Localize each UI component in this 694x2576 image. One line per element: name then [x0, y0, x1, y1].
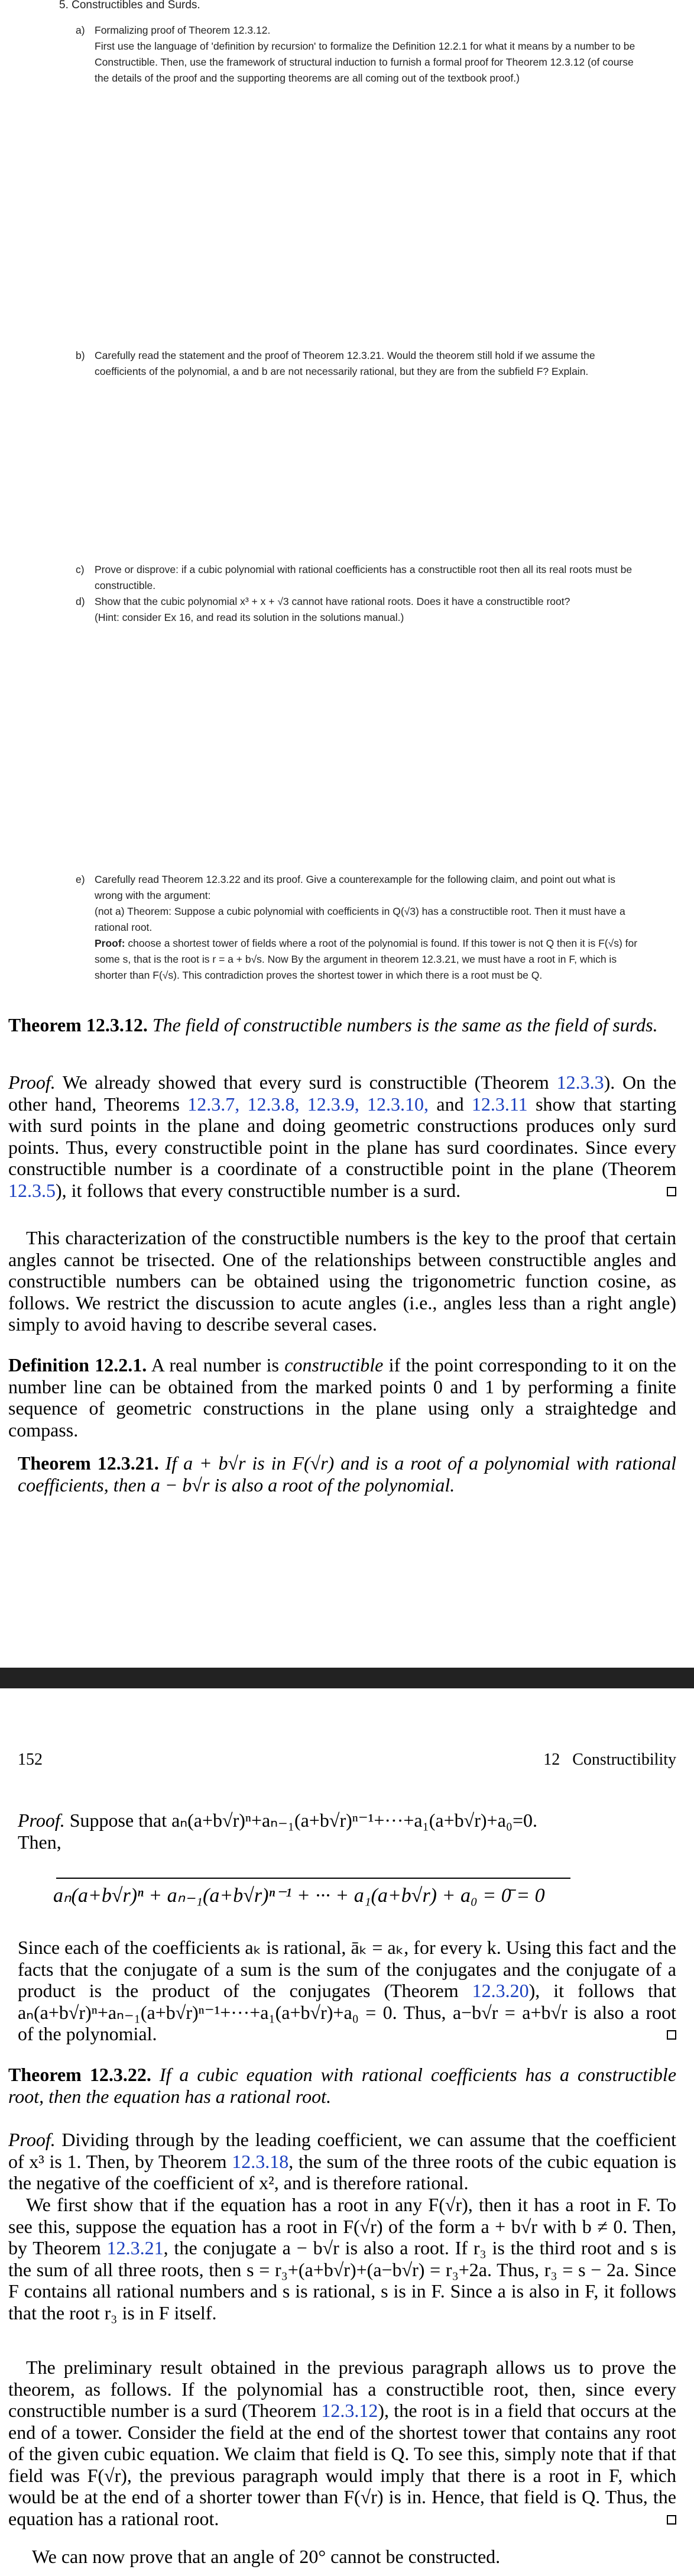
theorem-link[interactable]: 12.3.20 — [472, 1980, 529, 2001]
item-e-proof-text: choose a shortest tower of fields where a root of the polynomial is found. If this tower is not Q then it is F(√s) for some s, that is the root is r = a + b√s. Now By the argument in theorem 12.3.21, we must have a root in F, which is shorter than F(√s). This contradiction proves the shortest tower in which there is a root must be Q. — [95, 937, 638, 981]
item-a-body: First use the language of 'definition by recursion' to formalize the Definition 12.2.1 for what it means by a number to be Constructible. Then, use the framework of structural induction to furnish a formal proof for Theorem 12.3.12 (of course the details of the proof and the supporting theorems are all coming out of the textbook proof.) — [95, 40, 635, 84]
definition-term: constructible — [284, 1354, 384, 1376]
paragraph-preliminary-result — [8, 2357, 676, 2529]
proof-text: ). On the other hand, Theorems — [8, 1072, 677, 1115]
proof-12-3-12 — [8, 1072, 676, 1201]
definition-text: if the point corresponding to it on the number line can be obtained from the marked points 0 and 1 by performing a finite sequence of geometric constructions in the plane using only a straightedge and compass. — [8, 1354, 676, 1441]
theorem-link[interactable]: 12.3.18 — [232, 2150, 289, 2172]
proof-12-3-21 — [18, 1810, 676, 1853]
paragraph-text: Since each of the coefficients aₖ is rational, āₖ = aₖ, for every k. Using this fact and the facts that the conjugate of a sum is the sum of the conjugates and the conjugate of a product is the product of the conjugates (Theorem — [18, 1937, 676, 2001]
section-heading: 5. Constructibles and Surds. — [59, 0, 200, 11]
paragraph-characterization: This characterization of the constructible numbers is the key to the proof that certain angles cannot be trisected. One of the relationships between constructible angles and constructible numbers can be obtained using the trigonometric function cosine, as follows. We restrict the discussion to acute angles (i.e., angles less than a right angle) simply to avoid having to describe several cases. — [8, 1227, 676, 1335]
theorem-link[interactable]: 12.3.11 — [471, 1093, 528, 1115]
item-b-label: b) — [76, 349, 85, 361]
theorem-link[interactable]: 12.3.5 — [8, 1179, 56, 1201]
qed-box — [667, 1187, 676, 1196]
paragraph-text: , the conjugate a − b√r is also a root. If r₃ is the third root and s is the sum of all three roots, then s = r₃+(a+b√r)+(a−b√r) = r₃+2a. Thus, r₃ = s − 2a. Since F contains all rational numbers and s is rational, s is in F. Since a is also in F, it follows that the root r₃ is in F itself. — [8, 2237, 677, 2323]
worksheet — [0, 0, 694, 1005]
proof-text: Dividing through by the leading coefficient, we can assume that the coefficient of x³ is 1. Then, by Theorem — [8, 2129, 676, 2172]
theorem-link[interactable]: 12.3.12 — [321, 2400, 378, 2421]
theorem-link[interactable]: 12.3.3 — [556, 1072, 604, 1093]
paragraph-text: ), the root is in a field that occurs at the end of a tower. Consider the field at the end of the shortest tower that contains any root of the given cubic equation. We claim that field is Q. To see this, simply note that if that field was F(√r), the previous paragraph would imply that there is a root in F, which would be at the end of a shorter tower than F(√r) is in. Hence, that field is Q. Thus, the equation has a rational root. — [8, 2400, 677, 2529]
conjugate-overline — [56, 1878, 570, 1879]
theorem-link[interactable]: 12.3.21 — [106, 2237, 164, 2258]
item-d-label: d) — [76, 596, 85, 607]
item-e-body: Carefully read Theorem 12.3.22 and its proof. Give a counterexample for the following claim, and point out what is wrong with the argument: — [95, 873, 615, 901]
chapter-header: 12 Constructibility — [543, 1750, 676, 1769]
page-divider — [0, 1668, 694, 1688]
paragraph-root-in-F — [8, 2194, 676, 2323]
theorem-statement: The field of constructible numbers is the same as the field of surds. — [152, 1014, 658, 1035]
proof-label: Proof. — [8, 1072, 56, 1093]
theorem-link[interactable]: 12.3.7, 12.3.8, 12.3.9, 12.3.10, — [187, 1093, 429, 1115]
theorem-12-3-12 — [8, 1014, 676, 1036]
qed-box — [667, 2515, 676, 2525]
page-number: 152 — [18, 1750, 43, 1769]
qed-box — [667, 2030, 676, 2040]
item-e-proof-label: Proof: — [95, 937, 125, 949]
item-e-label: e) — [76, 873, 85, 885]
proof-12-3-22 — [8, 2129, 676, 2194]
theorem-label: Theorem 12.3.22. — [8, 2064, 151, 2085]
theorem-12-3-22 — [8, 2064, 676, 2107]
definition-label: Definition 12.2.1. — [8, 1354, 147, 1376]
proof-text: Suppose that aₙ(a+b√r)ⁿ+aₙ₋₁(a+b√r)ⁿ⁻¹+···+a₁(a+b√r)+a₀=0. — [69, 1810, 537, 1831]
item-a-label: a) — [76, 24, 85, 36]
proof-text: show that starting with surd points in the plane and doing geometric constructions produces only surd points. Thus, every constructible point in the plane has surd coordinates. Since every constructible number is a coordinate of a constructible point in the plane (Theorem — [8, 1093, 677, 1179]
theorem-statement: If a + b√r is in F(√r) and is a root of a polynomial with rational coefficients, then a − b√r is also a root of the polynomial. — [18, 1452, 677, 1496]
definition-12-2-1 — [8, 1354, 676, 1441]
paragraph-text: The preliminary result obtained in the previous paragraph allows us to prove the theorem, as follows. If the polynomial has a constructible root, then, since every constructible number is a surd (Theorem — [8, 2357, 676, 2421]
proof-text: Then, — [18, 1831, 61, 1853]
theorem-12-3-21 — [18, 1452, 676, 1496]
proof-text: ), it follows that every constructible number is a surd. — [56, 1179, 461, 1201]
paragraph-conjugates — [18, 1937, 676, 2045]
proof-label: Proof. — [18, 1810, 65, 1831]
item-c-label: c) — [76, 564, 85, 575]
paragraph-closing: We can now prove that an angle of 20° cannot be constructed. — [32, 2546, 501, 2567]
proof-text: , the sum of the three roots of the cubic equation is the negative of the coefficient of x², and is therefore rational. — [8, 2150, 677, 2193]
item-e-proof — [95, 936, 644, 983]
item-d-body: Show that the cubic polynomial x³ + x + √3 cannot have rational roots. Does it have a constructible root? — [95, 596, 570, 607]
item-c-body: Prove or disprove: if a cubic polynomial with rational coefficients has a constructible root then all its real roots must be constructible. — [95, 564, 633, 591]
paragraph-text: We first show that if the equation has a root in any F(√r), then it has a root in F. To see this, suppose the equation has a root in F(√r) of the form a + b√r with b ≠ 0. Then, by Theorem — [8, 2194, 676, 2258]
theorem-label: Theorem 12.3.21. — [18, 1452, 159, 1474]
proof-text: and — [436, 1093, 464, 1115]
proof-label: Proof. — [8, 2129, 56, 2150]
item-d-hint: (Hint: consider Ex 16, and read its solution in the solutions manual.) — [95, 611, 404, 623]
item-a-title: Formalizing proof of Theorem 12.3.12. — [95, 24, 271, 36]
definition-text: A real number is — [151, 1354, 279, 1376]
item-e-claim: (not a) Theorem: Suppose a cubic polynomial with coefficients in Q(√3) has a constructible root. Then it must have a rational root. — [95, 905, 625, 933]
proof-text: We already showed that every surd is constructible (Theorem — [62, 1072, 549, 1093]
display-equation: aₙ(a+b√r)ⁿ + aₙ₋₁(a+b√r)ⁿ⁻¹ + ··· + a₁(a+b√r) + a₀ = 0̄ = 0 — [53, 1885, 545, 1907]
theorem-statement: If a cubic equation with rational coefficients has a constructible root, then the equation has a rational root. — [8, 2064, 677, 2107]
item-b-body: Carefully read the statement and the proof of Theorem 12.3.21. Would the theorem still hold if we assume the coefficients of the polynomial, a and b are not necessarily rational, but they are from the subfield F? Explain. — [95, 349, 595, 377]
theorem-label: Theorem 12.3.12. — [8, 1014, 148, 1035]
paragraph-text: ), it follows that aₙ(a+b√r)ⁿ+aₙ₋₁(a+b√r)ⁿ⁻¹+···+a₁(a+b√r)+a₀ = 0. Thus, a−b√r = a+b√r is also a root of the polynomial. — [18, 1980, 677, 2044]
